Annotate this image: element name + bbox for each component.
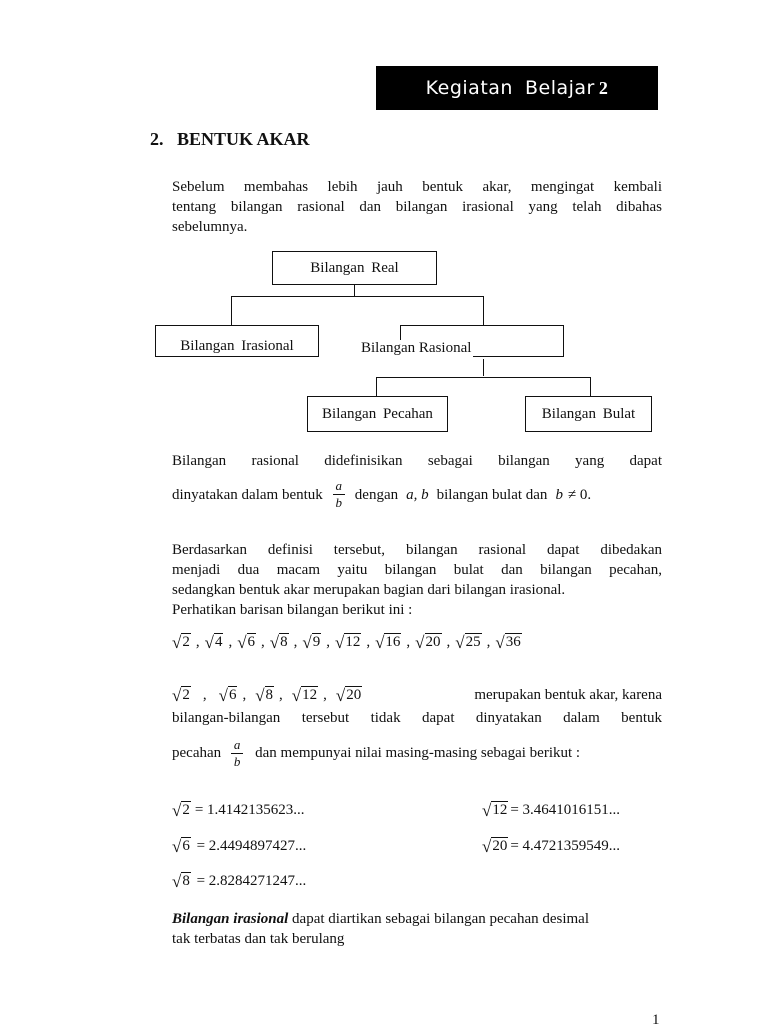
comma-separator: , <box>242 687 247 703</box>
section-title <box>150 129 310 150</box>
fraction-numerator: a <box>335 478 343 493</box>
node-real: Bilangan Real <box>272 251 437 285</box>
definition-line-2 <box>172 479 662 510</box>
based-line-1: Berdasarkan definisi tersebut, bilangan rasional dapat dibedakan <box>172 542 662 558</box>
radicand: 6 <box>247 634 256 650</box>
radicand: 12 <box>345 634 361 650</box>
value-row <box>482 837 620 855</box>
based-paragraph <box>172 540 662 620</box>
radicand: 20 <box>346 687 362 703</box>
sqrt-symbol: √ 8 <box>255 686 274 705</box>
condition-var: b <box>555 486 563 503</box>
comma-separator: , <box>279 687 283 703</box>
irrational-term: Bilangan irasional <box>172 911 289 927</box>
header-number: 2 <box>598 77 609 98</box>
connector <box>483 296 484 326</box>
intro-paragraph <box>172 177 662 237</box>
irrational-definition <box>172 909 662 949</box>
surd-line-1-rest: merupakan bentuk akar, karena <box>474 687 662 703</box>
surd-line-1 <box>172 686 662 704</box>
sqrt-symbol: √ 16 <box>375 633 401 652</box>
page-number: 1 <box>652 1012 660 1028</box>
sqrt-symbol: √ 12 <box>334 633 361 652</box>
comma-separator: , <box>323 687 327 703</box>
fraction-denominator: b <box>335 495 343 510</box>
sqrt-symbol: √ 2 <box>172 686 190 705</box>
sqrt-symbol: √ 20 <box>335 686 362 705</box>
radicand: 36 <box>505 634 521 650</box>
connector <box>590 377 591 397</box>
comma-separator: , <box>195 634 200 650</box>
fraction-a-over-b <box>231 738 243 769</box>
value-row <box>172 837 306 855</box>
fraction-a-over-b <box>333 479 345 510</box>
comma-separator: , <box>486 634 491 650</box>
intro-line-2: tentang bilangan rasional dan bilangan irasional yang telah dibahas <box>172 199 662 215</box>
comma-separator: , <box>406 634 411 650</box>
value-text: = 2.4494897427... <box>192 838 307 854</box>
definition-text-b: dengan <box>354 486 399 503</box>
definition-text-c: bilangan bulat dan <box>436 486 548 503</box>
fraction-denominator: b <box>233 754 241 769</box>
sqrt-symbol: √ 6 <box>172 837 190 856</box>
radicand: 8 <box>265 687 274 703</box>
sqrt-symbol: √ 20 <box>482 837 508 856</box>
based-line-2: menjadi dua macam yaitu bilangan bulat dan bilangan pecahan, <box>172 562 662 578</box>
value-row <box>482 801 620 819</box>
irrational-rest: dapat diartikan sebagai bilangan pecahan desimal <box>288 911 590 927</box>
definition-vars: a, b <box>406 486 429 503</box>
surd-line-3 <box>172 738 662 769</box>
radicand: 2 <box>182 687 190 703</box>
comma-separator: , <box>293 634 298 650</box>
sqrt-symbol: √ 25 <box>455 633 481 652</box>
radicand: 9 <box>312 634 321 650</box>
radicand: 20 <box>425 634 441 650</box>
header-word-belajar: Belajar <box>524 77 595 99</box>
sqrt-symbol: √ 20 <box>415 633 441 652</box>
surd-line-3-b: dan mempunyai nilai masing-masing sebagai berikut : <box>255 745 581 761</box>
definition-paragraph <box>172 451 662 510</box>
irrational-line-2: tak terbatas dan tak berulang <box>172 931 345 947</box>
sqrt-symbol: √ 12 <box>482 801 508 820</box>
root-sequence <box>172 633 522 651</box>
radicand: 4 <box>214 634 223 650</box>
fraction-numerator: a <box>233 737 241 752</box>
radicand: 6 <box>228 687 237 703</box>
connector <box>231 296 232 326</box>
node-integer: Bilangan Bulat <box>525 396 652 432</box>
surd-line-2: bilangan-bilangan tersebut tidak dapat dinyatakan dalam bentuk <box>172 710 662 726</box>
comma-separator: , <box>326 634 330 650</box>
node-fraction: Bilangan Pecahan <box>307 396 448 432</box>
value-row <box>172 872 306 890</box>
irrational-line-1 <box>172 909 662 929</box>
sqrt-symbol: √ 8 <box>172 872 190 891</box>
surd-list <box>172 686 362 704</box>
sqrt-symbol: √ 8 <box>269 633 288 652</box>
surd-line-3-a: pecahan <box>172 745 222 761</box>
sqrt-symbol: √ 6 <box>218 686 237 705</box>
connector <box>376 377 591 378</box>
intro-line-3: sebelumnya. <box>172 219 248 235</box>
comma-separator: , <box>261 634 265 650</box>
value-row <box>172 801 305 819</box>
radicand: 25 <box>465 634 481 650</box>
section-title-text: BENTUK AKAR <box>177 129 310 149</box>
comma-separator: , <box>202 687 207 703</box>
value-text: = 4.4721359549... <box>510 838 621 854</box>
sqrt-symbol: √ 4 <box>204 633 223 652</box>
radicand: 8 <box>280 634 288 650</box>
connector <box>231 296 484 297</box>
definition-line-1: Bilangan rasional didefinisikan sebagai bilangan yang dapat <box>172 453 662 469</box>
based-line-3: sedangkan bentuk akar merupakan bagian dari bilangan irasional. <box>172 582 566 598</box>
value-text: = 1.4142135623... <box>194 802 305 818</box>
definition-text-a: dinyatakan dalam bentuk <box>172 486 323 503</box>
based-line-4: Perhatikan barisan bilangan berikut ini : <box>172 602 413 618</box>
connector <box>483 359 484 376</box>
sqrt-symbol: √ 2 <box>172 801 190 820</box>
sqrt-symbol: √ 6 <box>237 633 256 652</box>
comma-separator: , <box>366 634 371 650</box>
radicand: 12 <box>302 687 318 703</box>
header-word-kegiatan: Kegiatan <box>425 77 513 99</box>
connector <box>376 377 377 397</box>
condition-rest: ≠ 0. <box>567 486 592 503</box>
node-irrational: Bilangan Irasional <box>155 325 319 357</box>
surd-paragraph <box>172 686 662 769</box>
sqrt-symbol: √ 12 <box>291 686 318 705</box>
comma-separator: , <box>446 634 451 650</box>
radicand: 16 <box>385 634 401 650</box>
sqrt-symbol: √ 36 <box>495 633 521 652</box>
section-number: 2. <box>150 129 164 149</box>
sqrt-symbol: √ 9 <box>302 633 321 652</box>
intro-line-1: Sebelum membahas lebih jauh bentuk akar, mengingat kembali <box>172 179 662 195</box>
sqrt-symbol: √ 2 <box>172 633 190 652</box>
chapter-header <box>376 66 658 110</box>
value-text: = 2.8284271247... <box>192 873 307 889</box>
value-text: = 3.4641016151... <box>510 802 621 818</box>
node-rational: Bilangan Rasional <box>361 340 472 356</box>
radicand: 2 <box>182 634 190 650</box>
comma-separator: , <box>228 634 233 650</box>
